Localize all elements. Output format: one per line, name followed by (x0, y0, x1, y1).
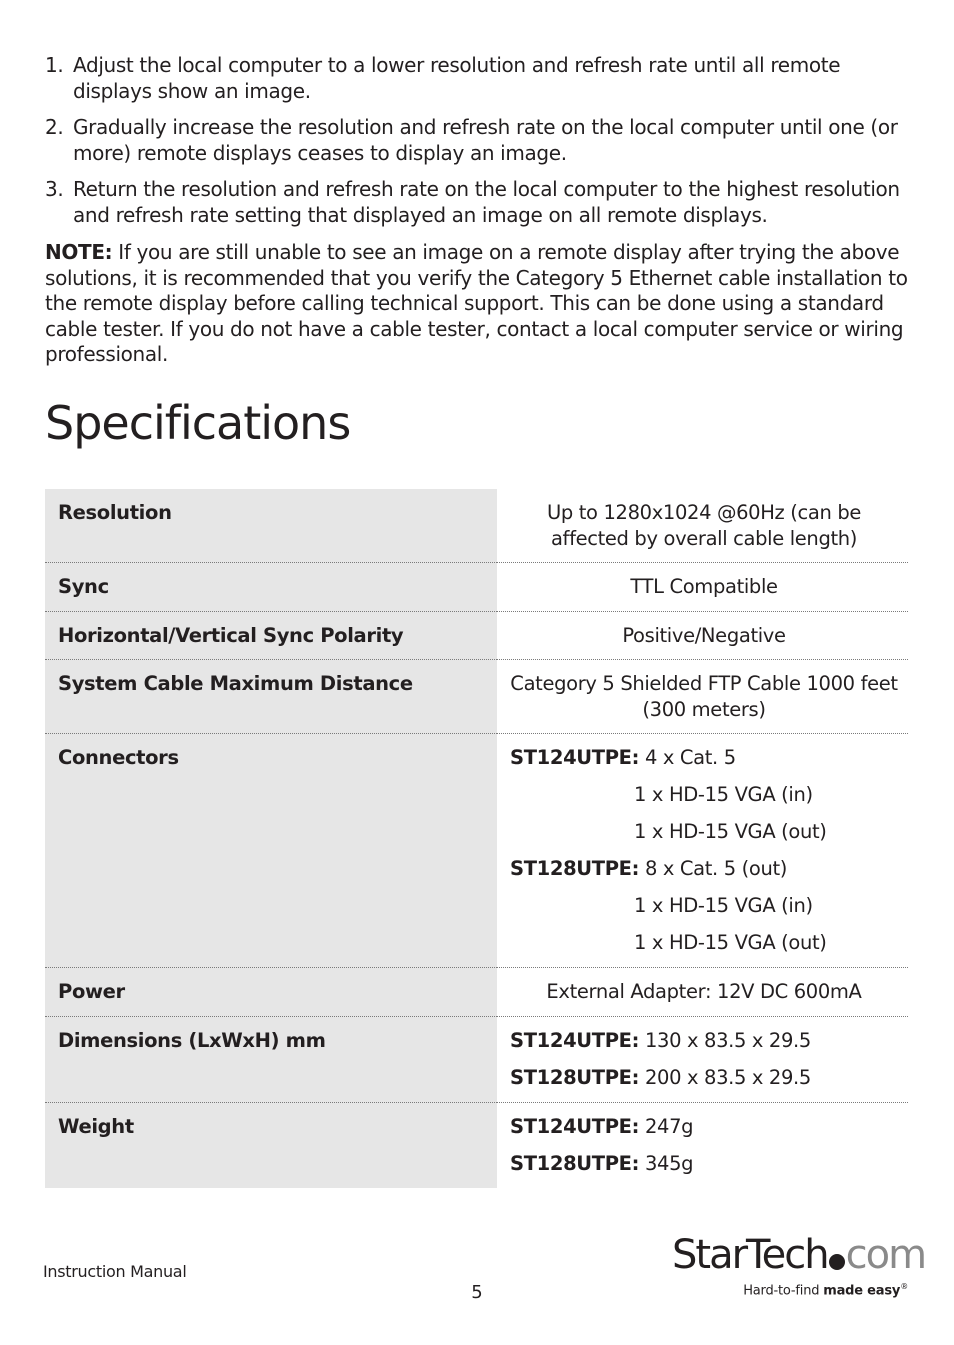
note-label: NOTE: (45, 240, 113, 264)
specifications-table (45, 489, 908, 1188)
footer-manual-label: Instruction Manual (43, 1262, 187, 1281)
tagline-bold-text: made easy (823, 1283, 901, 1299)
model-name: ST128UTPE: (510, 1065, 640, 1089)
spec-row-resolution (45, 489, 908, 563)
step-text: Return the resolution and refresh rate on the local computer to the highest resolution and refresh rate setting that displayed an image on all remote displays. (73, 177, 900, 227)
spec-row-connectors (45, 734, 908, 968)
note-text: If you are still unable to see an image on a remote display after trying the above solutions, it is recommended that you verify the Category 5 Ethernet cable installation to the remote display before calling technical support. This can be done using a standard cable tester. If you do not have a cable tester, contact a local computer service or wiring professional. (45, 240, 908, 366)
spec-row-dimensions (45, 1016, 908, 1102)
spec-label: System Cable Maximum Distance (45, 660, 497, 734)
connector-value: 1 x HD-15 VGA (out) (634, 931, 827, 954)
spec-label: Horizontal/Vertical Sync Polarity (45, 611, 497, 660)
step-number: 2. (45, 115, 64, 139)
dimension-value: 130 x 83.5 x 29.5 (639, 1028, 811, 1052)
logo-tagline (743, 1282, 908, 1298)
spec-row-polarity (45, 611, 908, 660)
connector-value: 1 x HD-15 VGA (in) (634, 894, 813, 917)
logo-wordmark (672, 1232, 925, 1278)
spec-value (497, 1102, 908, 1188)
step-item (45, 177, 915, 228)
logo-dot-icon (829, 1254, 845, 1270)
spec-value: Positive/Negative (622, 623, 786, 647)
weight-value: 247g (639, 1114, 694, 1138)
spec-row-sync (45, 563, 908, 612)
spec-value: Up to 1280x1024 @60Hz (can be affected by overall cable length) (546, 501, 862, 550)
troubleshooting-steps (45, 53, 915, 239)
step-number: 1. (45, 53, 64, 77)
connector-value: 1 x HD-15 VGA (out) (634, 820, 827, 843)
step-item (45, 53, 915, 104)
connector-value: 1 x HD-15 VGA (in) (634, 783, 813, 806)
spec-row-power (45, 968, 908, 1017)
model-name: ST124UTPE: (510, 746, 640, 769)
page-title: Specifications (45, 396, 351, 450)
tagline-text: Hard-to-find (743, 1283, 824, 1299)
spec-value: Category 5 Shielded FTP Cable 1000 feet (300 meters) (510, 672, 898, 721)
logo-brand-text: StarTech (672, 1232, 828, 1278)
page-number: 5 (471, 1282, 483, 1303)
model-name: ST128UTPE: (510, 1151, 640, 1175)
registered-mark: ® (900, 1282, 908, 1291)
spec-label: Connectors (45, 734, 497, 968)
note-paragraph (45, 240, 915, 368)
spec-value (497, 734, 908, 968)
spec-label: Power (45, 968, 497, 1017)
spec-value (497, 1016, 908, 1102)
dimension-value: 200 x 83.5 x 29.5 (639, 1065, 811, 1089)
spec-value: TTL Compatible (630, 575, 778, 598)
step-text: Adjust the local computer to a lower resolution and refresh rate until all remote displays show an image. (73, 53, 841, 103)
logo-domain-text: com (845, 1232, 926, 1278)
spec-value: External Adapter: 12V DC 600mA (546, 980, 862, 1003)
spec-label: Sync (45, 563, 497, 612)
step-text: Gradually increase the resolution and refresh rate on the local computer until one (or more) remote displays ceases to display an image. (73, 115, 898, 165)
spec-row-distance (45, 660, 908, 734)
spec-label: Resolution (45, 489, 497, 563)
connector-value: 8 x Cat. 5 (out) (639, 857, 788, 880)
spec-label: Weight (45, 1102, 497, 1188)
step-item (45, 115, 915, 166)
weight-value: 345g (639, 1151, 694, 1175)
model-name: ST124UTPE: (510, 1114, 640, 1138)
startech-logo (672, 1232, 926, 1304)
step-number: 3. (45, 177, 64, 201)
model-name: ST128UTPE: (510, 857, 640, 880)
connector-value: 4 x Cat. 5 (639, 746, 736, 769)
spec-row-weight (45, 1102, 908, 1188)
spec-label: Dimensions (LxWxH) mm (45, 1016, 497, 1102)
model-name: ST124UTPE: (510, 1028, 640, 1052)
